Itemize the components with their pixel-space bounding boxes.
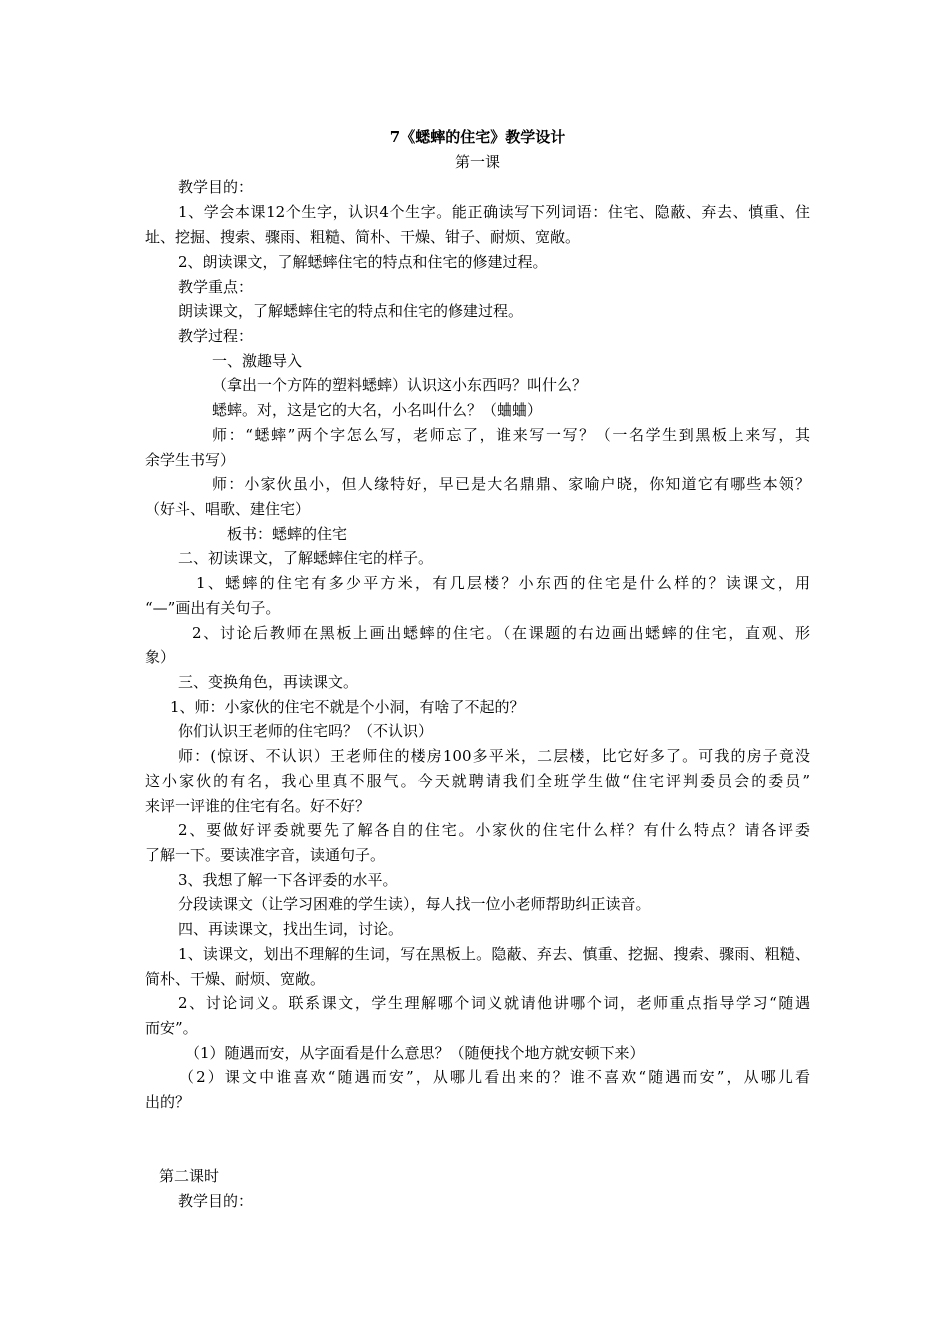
- document-title: 7《蟋蟀的住宅》教学设计: [389, 128, 566, 146]
- paragraph-line: 板书：蟋蟀的住宅: [227, 525, 348, 543]
- paragraph-line: 来评一评谁的住宅有名。好不好？: [145, 797, 371, 815]
- paragraph-line: 三、变换角色，再读课文。: [178, 673, 359, 691]
- paragraph-line: 1、蟋蟀的住宅有多少平方米，有几层楼？小东西的住宅是什么样的？读课文，用: [196, 574, 810, 592]
- paragraph-line: 简朴、干燥、耐烦、宽敞。: [145, 970, 326, 988]
- paragraph-line: 余学生书写）: [145, 451, 236, 469]
- paragraph-line: 你们认识王老师的住宅吗？（不认识）: [178, 722, 434, 740]
- paragraph-line: 师：“蟋蟀”两个字怎么写，老师忘了，谁来写一写？（一名学生到黑板上来写，其: [212, 426, 810, 444]
- paragraph-line: 教学目的：: [178, 1192, 254, 1210]
- paragraph-line: 四、再读课文，找出生词，讨论。: [178, 920, 404, 938]
- paragraph-line: 1、读课文，划出不理解的生词，写在黑板上。隐蔽、弃去、慎重、挖掘、搜索、骤雨、粗糙、: [178, 945, 810, 963]
- paragraph-line: （好斗、唱歌、建住宅）: [145, 500, 311, 518]
- paragraph-line: 象）: [145, 648, 176, 666]
- paragraph-line: 师：(惊讶、不认识）王老师住的楼房100多平米，二层楼，比它好多了。可我的房子竟没: [178, 747, 810, 765]
- paragraph-line: 1、学会本课12个生字，认识4个生字。能正确读写下列词语：住宅、隐蔽、弃去、慎重、住: [178, 203, 810, 221]
- paragraph-line: 而安”。: [145, 1019, 198, 1037]
- paragraph-line: 二、初读课文，了解蟋蟀住宅的样子。: [178, 549, 434, 567]
- paragraph-line: 出的？: [145, 1093, 191, 1111]
- paragraph-line: 2、要做好评委就要先了解各自的住宅。小家伙的住宅什么样？有什么特点？请各评委: [178, 821, 810, 839]
- lesson-heading-second: 第二课时: [159, 1167, 220, 1185]
- paragraph-line: 2、讨论词义。联系课文，学生理解哪个词义就请他讲哪个词，老师重点指导学习“随遇: [178, 994, 810, 1012]
- paragraph-line: “—”画出有关句子。: [145, 599, 281, 617]
- lesson-heading: 第一课: [454, 153, 500, 171]
- paragraph-line: 分段读课文（让学习困难的学生读），每人找一位小老师帮助纠正读音。: [178, 895, 651, 913]
- paragraph-line: 教学过程：: [178, 327, 254, 345]
- paragraph-line: 一、激趣导入: [212, 352, 303, 370]
- paragraph-line: 朗读课文，了解蟋蟀住宅的特点和住宅的修建过程。: [178, 302, 524, 320]
- paragraph-line: 址、挖掘、搜索、骤雨、粗糙、简朴、干燥、钳子、耐烦、宽敞。: [145, 228, 581, 246]
- paragraph-line: 1、师：小家伙的住宅不就是个小洞，有啥了不起的？: [170, 698, 525, 716]
- paragraph-line: 3、我想了解一下各评委的水平。: [178, 871, 398, 889]
- paragraph-line: 这小家伙的有名，我心里真不服气。今天就聘请我们全班学生做“住宅评判委员会的委员”: [145, 772, 810, 790]
- paragraph-line: 蟋蟀。对，这是它的大名，小名叫什么？（蛐蛐）: [212, 401, 543, 419]
- paragraph-line: （2）课文中谁喜欢“随遇而安”，从哪儿看出来的？谁不喜欢“随遇而安”，从哪儿看: [179, 1068, 810, 1086]
- paragraph-line: （1）随遇而安，从字面看是什么意思？（随便找个地方就安顿下来）: [185, 1044, 645, 1062]
- paragraph-line: 2、朗读课文，了解蟋蟀住宅的特点和住宅的修建过程。: [178, 253, 548, 271]
- paragraph-line: 教学重点：: [178, 278, 254, 296]
- paragraph-line: （拿出一个方阵的塑料蟋蟀）认识这小东西吗？叫什么？: [212, 376, 588, 394]
- paragraph-line: 师：小家伙虽小，但人缘特好，早已是大名鼎鼎、家喻户晓，你知道它有哪些本领？: [212, 475, 810, 493]
- paragraph-line: 了解一下。要读准字音，读通句子。: [145, 846, 386, 864]
- paragraph-line: 2、讨论后教师在黑板上画出蟋蟀的住宅。（在课题的右边画出蟋蟀的住宅，直观、形: [192, 624, 810, 642]
- paragraph-line: 教学目的：: [178, 178, 254, 196]
